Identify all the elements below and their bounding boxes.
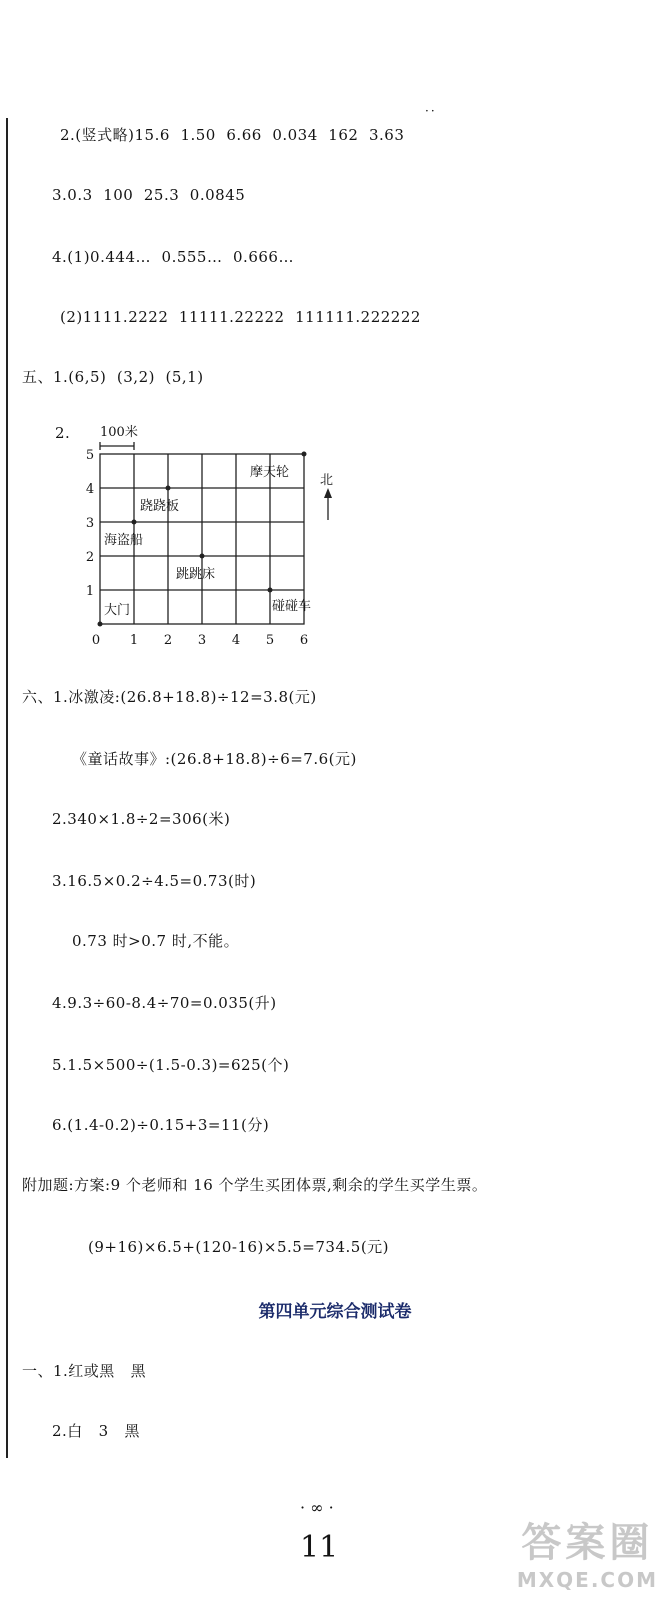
- coordinate-grid: [80, 418, 360, 648]
- answer-line: (2)1111.2222 11111.22222 111111.222222: [60, 308, 421, 326]
- y-tick: 2: [85, 550, 95, 565]
- scale-label: 100米: [100, 425, 138, 440]
- x-tick: 6: [299, 633, 309, 648]
- x-tick: 2: [163, 633, 173, 648]
- watermark-url: MXQE.COM: [516, 1568, 658, 1592]
- answer-line: 2.340×1.8÷2=306(米): [52, 810, 231, 828]
- place-bumper-cars: 碰碰车: [272, 599, 312, 614]
- y-tick: 1: [85, 584, 95, 599]
- place-seesaw: 跷跷板: [140, 499, 180, 514]
- repeating-dots: ··: [425, 104, 437, 118]
- bonus-question-line: 附加题:方案:9 个老师和 16 个学生买团体票,剩余的学生买学生票。: [22, 1176, 488, 1194]
- place-ferris-wheel: 摩天轮: [250, 465, 290, 480]
- answer-line: 0.73 时>0.7 时,不能。: [72, 932, 240, 950]
- x-tick: 1: [129, 633, 139, 648]
- section-six-line: 六、1.冰激凌:(26.8+18.8)÷12=3.8(元): [22, 688, 317, 706]
- coordinate-grid-figure: [80, 418, 360, 648]
- answer-line: (9+16)×6.5+(120-16)×5.5=734.5(元): [88, 1238, 390, 1256]
- place-gate: 大门: [104, 603, 131, 618]
- answer-line: 4.9.3÷60-8.4÷70=0.035(升): [52, 994, 277, 1012]
- north-label: 北: [320, 473, 334, 488]
- x-tick: 3: [197, 633, 207, 648]
- ornament-icon: · ∞ ·: [300, 1498, 334, 1517]
- question-number: 2.: [55, 424, 71, 442]
- answer-line: 3.16.5×0.2÷4.5=0.73(时): [52, 872, 257, 890]
- answer-line: 2.白 3 黑: [52, 1422, 140, 1440]
- section-one-line: 一、1.红或黑 黑: [22, 1362, 147, 1380]
- answer-line: 2.(竖式略)15.6 1.50 6.66 0.034 162 3.63: [60, 126, 405, 144]
- y-tick: 5: [85, 448, 95, 463]
- answer-line: 3.0.3 100 25.3 0.0845: [52, 186, 246, 204]
- x-tick: 4: [231, 633, 241, 648]
- x-tick: 5: [265, 633, 275, 648]
- answer-line: 《童话故事》:(26.8+18.8)÷6=7.6(元): [72, 750, 357, 768]
- watermark-text: 答案圈: [521, 1520, 654, 1566]
- section-five-line: 五、1.(6,5) (3,2) (5,1): [22, 368, 204, 386]
- answer-line: 4.(1)0.444… 0.555… 0.666…: [52, 248, 294, 266]
- left-margin-rule: [6, 118, 8, 1458]
- y-tick: 3: [85, 516, 95, 531]
- place-trampoline: 跳跳床: [176, 567, 216, 582]
- page-number: 11: [300, 1530, 339, 1565]
- answer-line: 5.1.5×500÷(1.5-0.3)=625(个): [52, 1056, 290, 1074]
- section-title: 第四单元综合测试卷: [258, 1302, 412, 1322]
- x-tick: 0: [91, 633, 101, 648]
- watermark: [517, 1511, 658, 1592]
- place-pirate-ship: 海盗船: [104, 533, 144, 548]
- answer-line: 6.(1.4-0.2)÷0.15+3=11(分): [52, 1116, 270, 1134]
- y-tick: 4: [85, 482, 95, 497]
